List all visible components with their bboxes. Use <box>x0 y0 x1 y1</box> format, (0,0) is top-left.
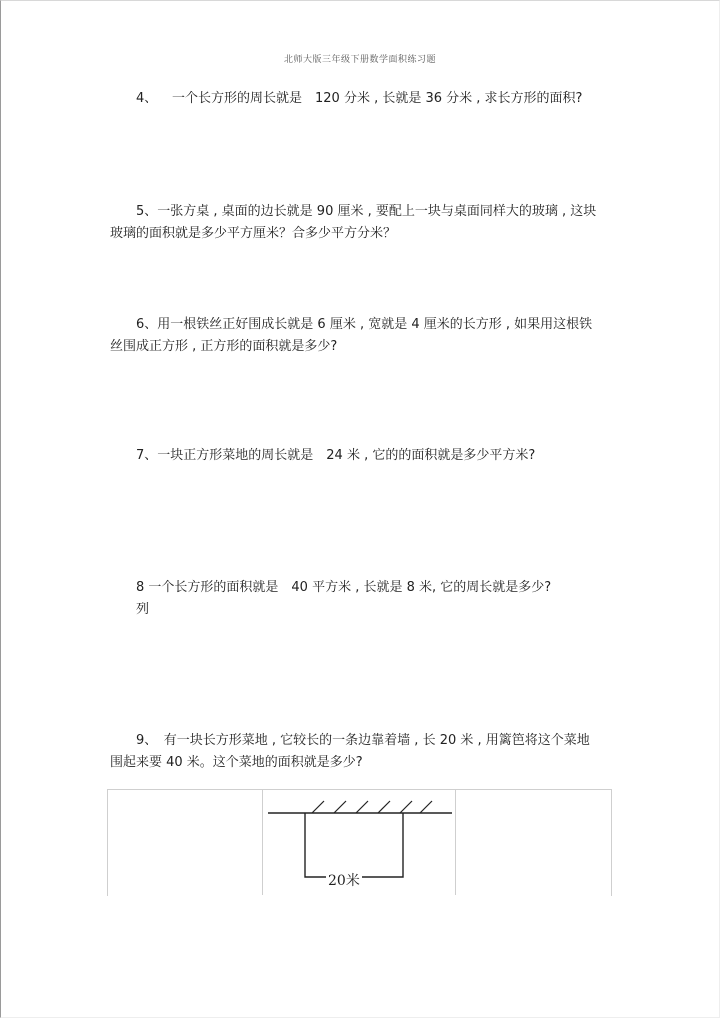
question-4-text: 一个长方形的周长就是 120 分米 , 长就是 36 分米 , 求长方形的面积? <box>172 91 583 106</box>
wall-hatch-6 <box>420 801 432 813</box>
question-9-text-1: 有一块长方形菜地 , 它较长的一条边靠着墙 , 长 20 米 , 用篱笆将这个菜地 <box>150 733 590 748</box>
question-8-line-1 <box>110 577 610 599</box>
wall-hatch-1 <box>312 801 324 813</box>
question-6-line-2: 丝围成正方形 , 正方形的面积就是多少? <box>110 339 338 354</box>
question-7-text: 一块正方形菜地的周长就是 24 米 , 它的的面积就是多少平方米? <box>157 448 536 463</box>
question-6-text-1: 用一根铁丝正好围成长就是 6 厘米 , 宽就是 4 厘米的长方形 , 如果用这根铁 <box>157 317 593 332</box>
question-5-number: 5、 <box>136 204 158 219</box>
wall-hatch-5 <box>400 801 412 813</box>
question-6-line-1 <box>110 314 610 336</box>
question-4-line-1 <box>110 88 610 110</box>
question-7-line-1 <box>110 445 610 467</box>
garden-fence <box>305 813 403 877</box>
question-7 <box>110 445 610 467</box>
wall-hatch-4 <box>378 801 390 813</box>
question-8-text: 一个长方形的面积就是 40 平方米 , 长就是 8 米, 它的周长就是多少? <box>144 580 552 595</box>
question-8-line-2: 列 <box>136 602 150 617</box>
wall-hatching <box>312 801 432 813</box>
question-9-line-1 <box>110 730 610 752</box>
question-4-number: 4、 <box>136 91 158 106</box>
page-header: 北师大版三年级下册数学面积练习题 <box>283 55 436 65</box>
question-5-line-2: 玻璃的面积就是多少平方厘米？合多少平方分米？ <box>110 226 397 241</box>
question-5-line-1 <box>110 201 610 223</box>
question-5 <box>110 201 610 245</box>
question-5-text-1: 一张方桌 , 桌面的边长就是 90 厘米 , 要配上一块与桌面同样大的玻璃 , 这块 <box>157 204 597 219</box>
question-4 <box>110 88 610 110</box>
wall-hatch-2 <box>334 801 346 813</box>
question-6 <box>110 314 610 358</box>
question-6-number: 6、 <box>136 317 158 332</box>
diagram-length-label: 20米 <box>328 873 360 889</box>
question-7-number: 7、 <box>136 448 158 463</box>
question-8 <box>110 577 610 621</box>
wall-hatch-3 <box>356 801 368 813</box>
question-9-number: 9、 <box>136 733 151 748</box>
question-9-line-2: 围起来要 40 米。这个菜地的面积就是多少? <box>110 755 363 770</box>
question-8-number: 8 <box>136 580 145 595</box>
question-9 <box>110 730 610 774</box>
